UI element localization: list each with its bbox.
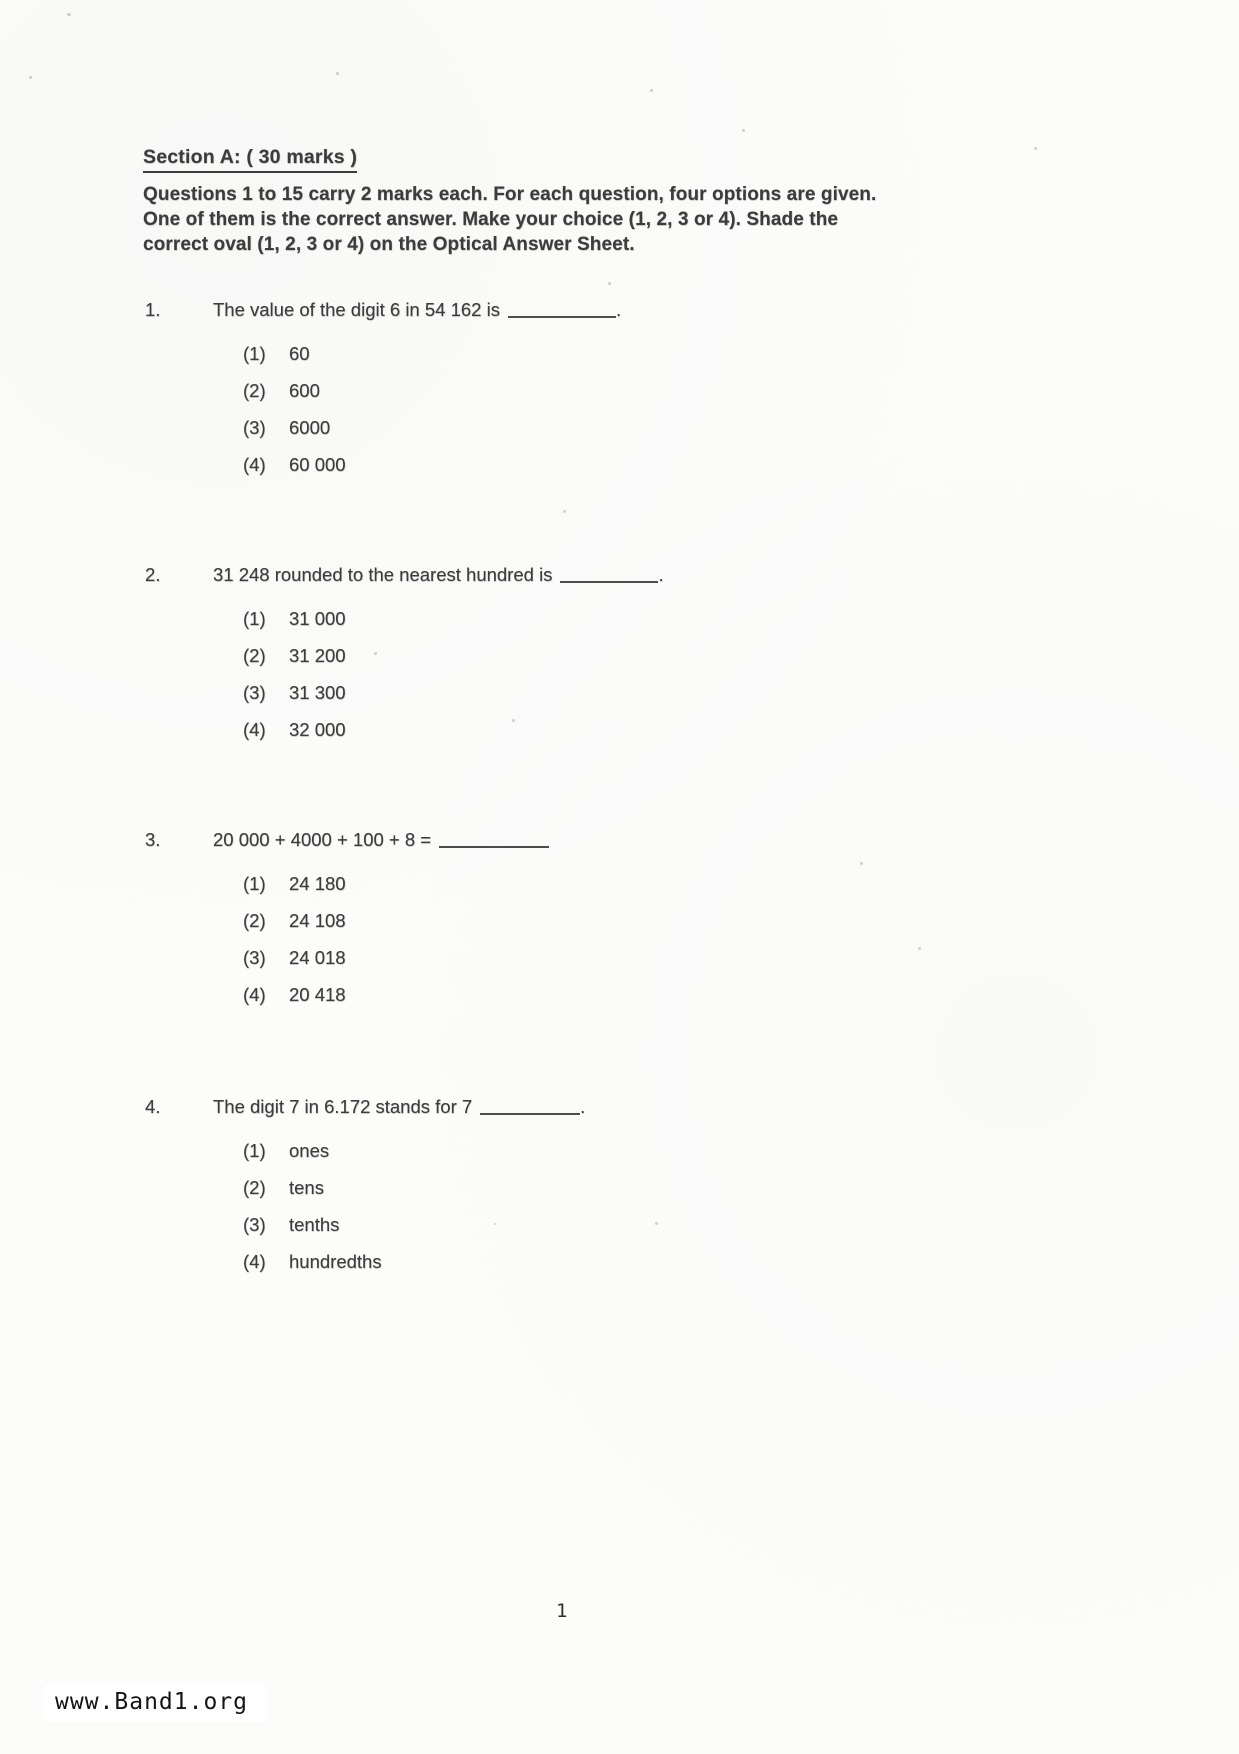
scan-speck	[918, 947, 921, 950]
scan-speck	[650, 89, 653, 92]
scan-speck	[336, 72, 339, 75]
option-3: (3) 24 018	[243, 947, 346, 968]
answer-blank	[508, 315, 616, 318]
option-3: (3) 6000	[243, 417, 331, 438]
option-value: 31 200	[289, 645, 346, 666]
options-list	[243, 608, 1045, 741]
section-header	[143, 146, 1013, 257]
question-text: 31 248 rounded to the nearest hundred is .	[213, 564, 664, 585]
option-value: 31 000	[289, 608, 346, 629]
option-1: (1) 31 000	[243, 608, 346, 629]
option-value: 60 000	[289, 454, 346, 475]
option-value: hundredths	[289, 1251, 382, 1272]
question-number: 1.	[145, 299, 161, 320]
question-2	[145, 563, 1045, 756]
option-value: 20 418	[289, 984, 346, 1005]
question-number: 2.	[145, 564, 161, 585]
option-1: (1) 60	[243, 343, 310, 364]
answer-blank	[439, 845, 549, 848]
option-value: tens	[289, 1177, 324, 1198]
instructions-line: correct oval (1, 2, 3 or 4) on the Optical Answer Sheet.	[143, 234, 635, 255]
option-1: (1) 24 180	[243, 873, 346, 894]
option-1: (1) ones	[243, 1140, 330, 1161]
section-title: Section A: ( 30 marks )	[143, 146, 357, 173]
scan-speck	[860, 862, 863, 865]
question-number: 3.	[145, 829, 161, 850]
option-value: 24 018	[289, 947, 346, 968]
option-4: (4) 32 000	[243, 719, 346, 740]
scan-speck	[742, 129, 745, 132]
question-number: 4.	[145, 1096, 161, 1117]
question-3	[145, 828, 1045, 1021]
option-value: ones	[289, 1140, 330, 1161]
scan-speck	[1034, 147, 1037, 150]
option-4: (4) 60 000	[243, 454, 346, 475]
option-value: 31 300	[289, 682, 346, 703]
option-2: (2) 600	[243, 380, 320, 401]
question-1	[145, 298, 1045, 491]
option-value: 6000	[289, 417, 331, 438]
options-list	[243, 873, 1045, 1006]
scan-speck	[494, 1223, 496, 1225]
instructions	[143, 182, 1013, 257]
option-3: (3) tenths	[243, 1214, 340, 1235]
scan-speck	[67, 13, 71, 16]
options-list	[243, 1140, 1045, 1273]
scan-speck	[374, 652, 377, 655]
option-value: 24 180	[289, 873, 346, 894]
page-number: 1	[556, 1600, 568, 1622]
option-3: (3) 31 300	[243, 682, 346, 703]
instructions-line: Questions 1 to 15 carry 2 marks each. For each question, four options are given.	[143, 184, 877, 205]
options-list	[243, 343, 1045, 476]
scan-speck	[608, 282, 611, 285]
option-value: 24 108	[289, 910, 346, 931]
answer-blank	[560, 580, 658, 583]
option-value: 600	[289, 380, 320, 401]
instructions-line: One of them is the correct answer. Make your choice (1, 2, 3 or 4). Shade the	[143, 209, 839, 230]
question-text: 20 000 + 4000 + 100 + 8 =	[213, 828, 549, 852]
question-text: The digit 7 in 6.172 stands for 7 .	[213, 1096, 586, 1117]
option-2: (2) 31 200	[243, 645, 346, 666]
option-value: 60	[289, 343, 310, 364]
option-2: (2) 24 108	[243, 910, 346, 931]
watermark-url: www.Band1.org	[44, 1684, 266, 1722]
option-4: (4) hundredths	[243, 1251, 382, 1272]
question-4	[145, 1095, 1045, 1288]
option-value: tenths	[289, 1214, 340, 1235]
question-text: The value of the digit 6 in 54 162 is .	[213, 299, 622, 320]
scan-speck	[655, 1222, 658, 1225]
scan-speck	[29, 76, 32, 79]
scan-speck	[512, 719, 515, 722]
answer-blank	[480, 1112, 580, 1115]
scan-speck	[563, 510, 566, 513]
option-4: (4) 20 418	[243, 984, 346, 1005]
option-2: (2) tens	[243, 1177, 324, 1198]
option-value: 32 000	[289, 719, 346, 740]
